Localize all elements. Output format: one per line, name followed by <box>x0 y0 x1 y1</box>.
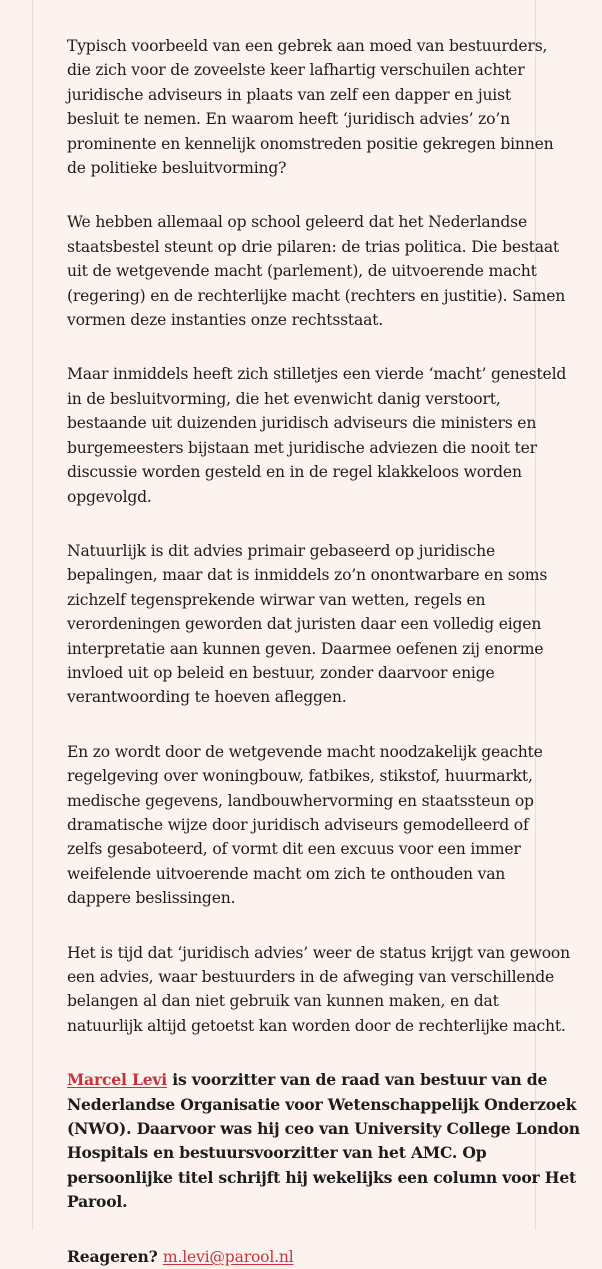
text-line: natuurlijk altijd getoetst kan worden door de rechterlijke macht. <box>67 1016 566 1035</box>
text-line: verantwoording te hoeven afleggen. <box>67 688 347 707</box>
text-line: de politieke besluitvorming? <box>67 159 287 178</box>
text-line: medische gegevens, landbouwhervorming en staatssteun op <box>67 791 534 810</box>
text-line: besluit te nemen. En waarom heeft ‘juridisch advies’ zo’n <box>67 110 510 129</box>
text-line: We hebben allemaal op school geleerd dat het Nederlandse <box>67 213 527 232</box>
text-line: vormen deze instanties onze rechtsstaat. <box>67 311 384 330</box>
author-bio <box>67 1068 580 1214</box>
text-line: die zich voor de zoveelste keer lafhartig verschuilen achter <box>67 61 525 80</box>
article-body <box>67 34 580 1269</box>
text-line: verordeningen geworden dat juristen daar een volledig eigen <box>67 615 542 634</box>
text-line: juridische adviseurs in plaats van zelf een dapper en juist <box>67 85 511 104</box>
text-line: dappere beslissingen. <box>67 889 236 908</box>
text-line: persoonlijke titel schrijft hij wekelijks een column voor Het <box>67 1167 577 1187</box>
text-line: Hospitals en bestuursvoorzitter van het AMC. Op <box>67 1143 487 1163</box>
text-line: Het is tijd dat ‘juridisch advies’ weer de status krijgt van gewoon <box>67 943 570 962</box>
react-label: Reageren? <box>67 1246 163 1266</box>
text-line <box>67 1068 547 1092</box>
text-line: zichzelf tegensprekende wirwar van wetten, regels en <box>67 590 486 609</box>
text-line: (regering) en de rechterlijke macht (rechters en justitie). Samen <box>67 286 566 305</box>
text-line: in de besluitvorming, die het evenwicht danig verstoort, <box>67 389 501 408</box>
text-line: belangen al dan niet gebruik van kunnen maken, en dat <box>67 992 499 1011</box>
email-link[interactable]: m.levi@parool.nl <box>162 1247 294 1266</box>
text-line: bepalingen, maar dat is inmiddels zo’n onontwarbare en soms <box>67 566 548 585</box>
text-line: een advies, waar bestuurders in de afweging van verschillende <box>67 968 555 986</box>
text-line: weifelende uitvoerende macht om zich te onthouden van <box>67 864 506 883</box>
text-line: Parool. <box>67 1192 128 1212</box>
author-name-link[interactable]: Marcel Levi <box>67 1070 168 1090</box>
text-line: invloed uit op beleid en bestuur, zonder daarvoor enige <box>67 663 495 682</box>
text-line: discussie worden gesteld en in de regel klakkeloos worden <box>67 463 522 482</box>
article-paragraph-2 <box>67 210 566 332</box>
text-line: prominente en kennelijk onomstreden positie gekregen binnen <box>67 134 554 153</box>
text-line: burgemeesters bijstaan met juridische adviezen die nooit ter <box>67 438 537 457</box>
bio-text: is voorzitter van de raad van bestuur van de <box>167 1070 548 1090</box>
text-line: dramatische wijze door juridisch adviseurs gemodelleerd of <box>67 815 529 834</box>
text-line: staatsbestel steunt op drie pilaren: de trias politica. Die bestaat <box>67 237 560 256</box>
text-line: En zo wordt door de wetgevende macht noodzakelijk geachte <box>67 742 543 761</box>
text-line: (NWO). Daarvoor was hij ceo van University College London <box>67 1119 580 1139</box>
article-paragraph-1 <box>67 34 554 180</box>
text-line: Nederlandse Organisatie voor Wetenschappelijk Onderzoek <box>67 1094 577 1114</box>
text-line: uit de wetgevende macht (parlement), de uitvoerende macht <box>67 262 537 281</box>
article-paragraph-4 <box>67 539 547 710</box>
react-line <box>67 1245 547 1269</box>
text-line: zelfs gesaboteerd, of vormt dit een excuus voor een immer <box>67 840 521 859</box>
article-paragraph-6 <box>67 941 570 1039</box>
text-line: Typisch voorbeeld van een gebrek aan moed van bestuurders, <box>67 37 548 55</box>
text-line: Maar inmiddels heeft zich stilletjes een vierde ‘macht’ genesteld <box>67 365 567 384</box>
text-line: opgevolgd. <box>67 487 152 506</box>
text-line: bestaande uit duizenden juridisch adviseurs die ministers en <box>67 414 537 433</box>
text-line: interpretatie aan kunnen geven. Daarmee oefenen zij enorme <box>67 639 544 658</box>
article-paragraph-3 <box>67 362 567 508</box>
article-paragraph-5 <box>67 740 547 911</box>
text-line: Natuurlijk is dit advies primair gebaseerd op juridische <box>67 541 496 560</box>
text-line: regelgeving over woningbouw, fatbikes, stikstof, huurmarkt, <box>67 767 533 786</box>
